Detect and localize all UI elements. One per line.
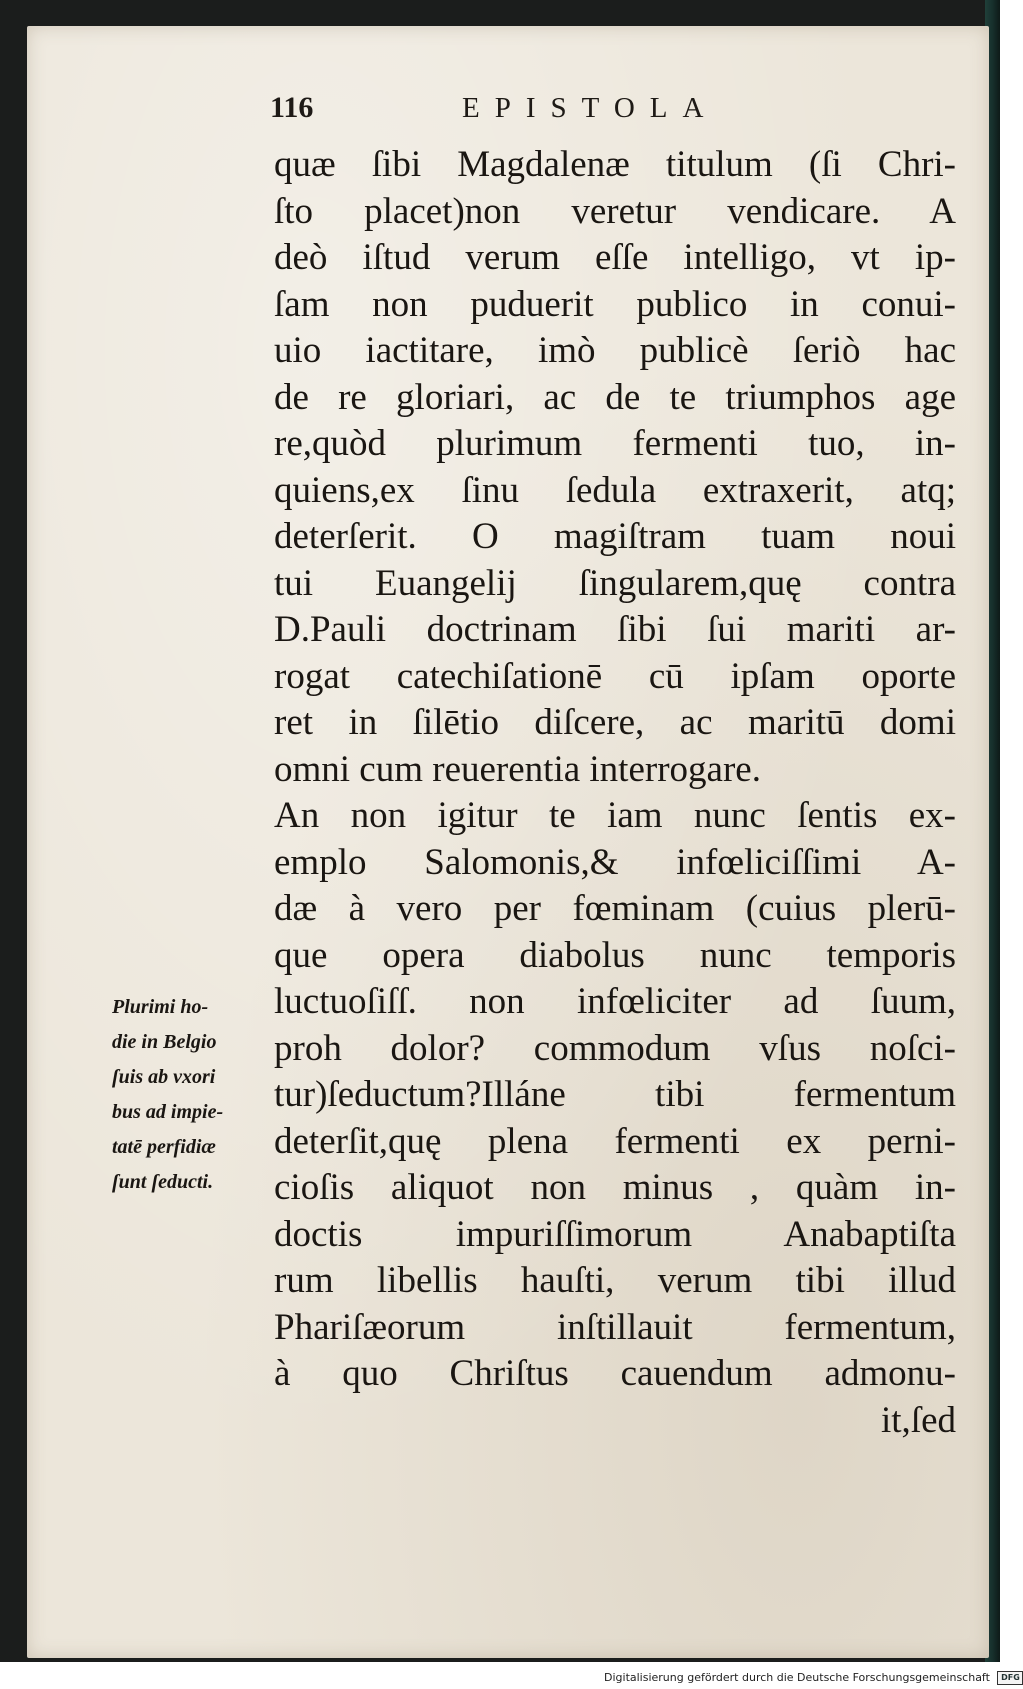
page-number: 116 [270,91,314,124]
marginal-line: ſunt ſeducti. [112,1171,214,1193]
text-line: quiens,ex ſinu ſedula extraxerit, atq; [274,469,956,511]
text-line: dæ à vero per fœminam (cuius plerū- [274,888,956,929]
text-line: ſam non puduerit publico in conui- [274,283,956,325]
credit-text: Digitalisierung gefördert durch die Deutsche Forschungsgemeinschaft [604,1671,990,1684]
running-title: EPISTOLA [462,92,719,124]
text-line: luctuoſiſſ. non infœliciter ad ſuum, [274,981,956,1022]
text-line: rogat catechiſationē cū ipſam oporte [274,655,956,697]
text-line: proh dolor? commodum vſus noſci- [274,1027,956,1069]
text-line: de re gloriari, ac de te triumphos age [274,376,956,418]
text-line: omni cum reuerentia interrogare. [274,748,761,790]
text-line: doctis impuriſſimorum Anabaptiſta [274,1213,956,1255]
text-line: tui Euangelij ſingularem,quę contra [274,562,956,604]
text-line: Phariſæorum inſtillauit fermentum, [274,1306,956,1348]
marginal-line: bus ad impie- [112,1101,224,1123]
text-line: An non igitur te iam nunc ſentis ex- [274,795,956,836]
dfg-logo: DFG [997,1671,1023,1685]
marginal-line: Plurimi ho- [112,996,209,1018]
text-line: ſto placet)non veretur vendicare. A [274,190,956,232]
marginal-line: die in Belgio [112,1031,217,1053]
text-line: cioſis aliquot non minus , quàm in- [274,1167,956,1208]
text-line: re,quòd plurimum fermenti tuo, in- [274,423,956,464]
text-line: deterſerit. O magiſtram tuam noui [274,516,956,557]
digitization-credit [604,1670,1020,1686]
text-line: quæ ſibi Magdalenæ titulum (ſi Chri- [274,144,956,185]
text-line: deò iſtud verum eſſe intelligo, vt ip- [274,237,956,278]
text-line: deterſit,quę plena fermenti ex perni- [274,1120,956,1162]
main-text-block [274,142,956,1444]
text-line: uio iactitare, imò publicè ſeriò hac [274,330,956,371]
text-line: tur)ſeductum?Illáne tibi fermentum [274,1074,956,1115]
text-line: à quo Chriſtus cauendum admonu- [274,1353,956,1394]
page-header [262,88,802,128]
text-line: rum libellis hauſti, verum tibi illud [274,1260,956,1301]
text-line: D.Pauli doctrinam ſibi ſui mariti ar- [274,609,956,650]
marginal-line: tatē perfidiæ [112,1136,216,1158]
text-line: ret in ſilētio diſcere, ac maritū domi [274,702,956,743]
marginal-line: ſuis ab vxori [112,1066,216,1088]
catchword-line: it,ſed [880,1399,956,1441]
text-line: emplo Salomonis,& infœliciſſimi A- [274,841,956,883]
text-line: que opera diabolus nunc temporis [274,934,956,976]
marginal-note [112,990,272,1200]
